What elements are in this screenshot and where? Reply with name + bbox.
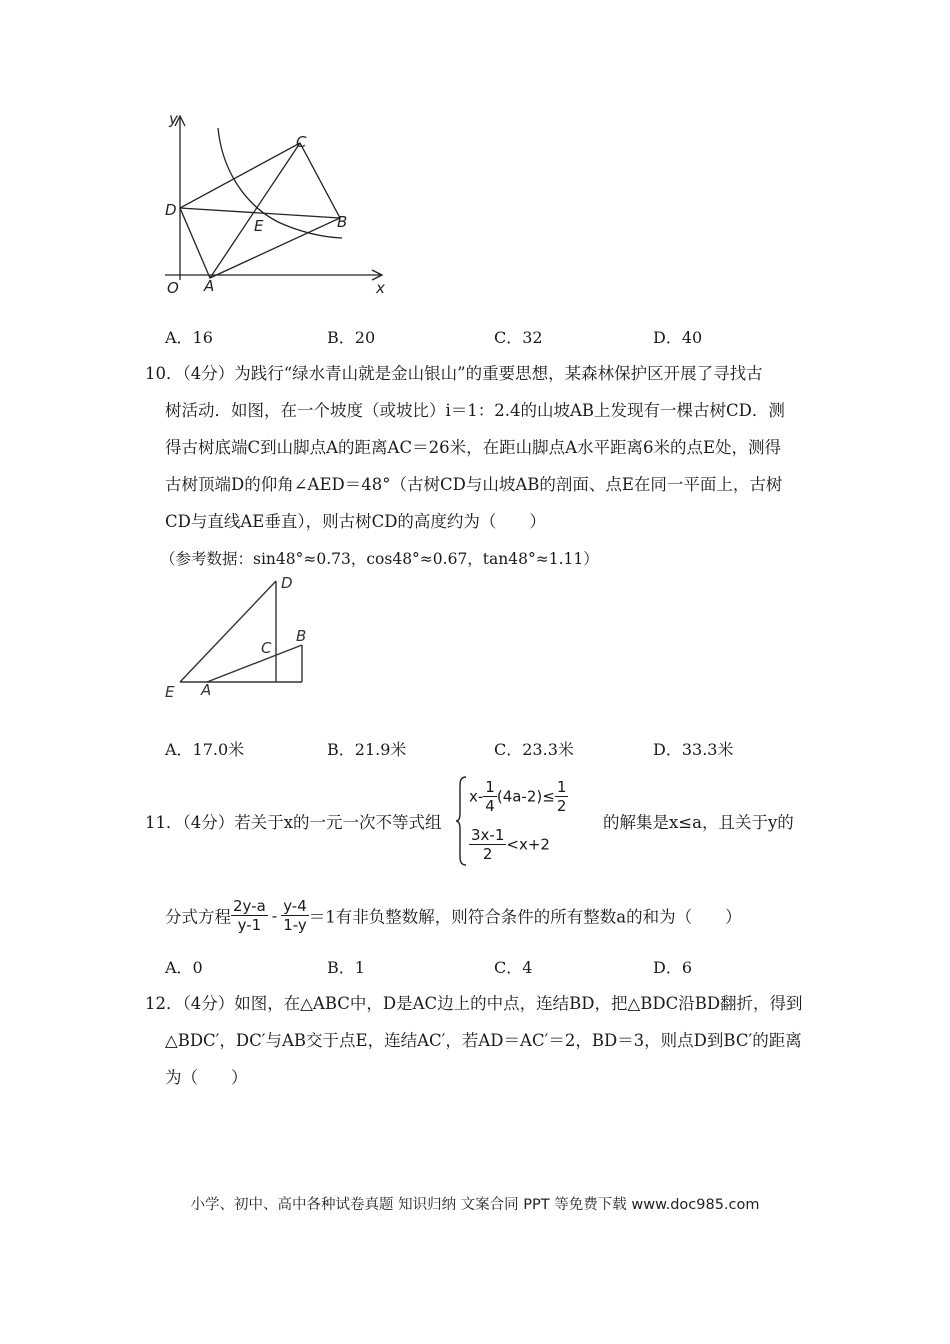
ineq1-rhs-fraction: [555, 778, 569, 815]
q11-inequality-1: [469, 778, 568, 815]
q10-line-3: 得古树底端C到山脚点A的距离AC＝26米，在距山脚点A水平距离6米的点E处，测得: [165, 438, 782, 457]
q9-option-c: C．32: [494, 328, 543, 347]
eq-frac1-den: y-1: [237, 916, 262, 934]
label-D: D: [281, 574, 293, 592]
eq-frac2-num: y-4: [283, 897, 307, 915]
q9-option-d: D．40: [653, 328, 703, 347]
label-C: C: [296, 133, 307, 151]
q10-figure: [160, 573, 320, 703]
eq-minus: -: [271, 906, 278, 925]
label-D: D: [165, 201, 177, 219]
label-y: y: [169, 110, 178, 128]
q10-line-1: 10．（4分）为践行“绿水青山就是金山银山”的重要思想，某森林保护区开展了寻找古: [145, 364, 763, 383]
eq-fraction-1: [231, 897, 268, 934]
q11-option-c: C．4: [494, 958, 533, 977]
q10-option-b: B．21.9米: [327, 740, 407, 759]
q12-line-2: △BDC′，DC′与AB交于点E，连结AC′，若AD＝AC′＝2，BD＝3，则点D到BC′的距离: [165, 1031, 802, 1050]
page-footer: 小学、初中、高中各种试卷真题 知识归纳 文案合同 PPT 等免费下载 www.doc985.com: [190, 1197, 760, 1213]
label-A: A: [204, 277, 215, 295]
q9-option-b: B．20: [327, 328, 376, 347]
q11-suffix: 的解集是x≤a，且关于y的: [603, 813, 794, 832]
q10-reference-data: （参考数据：sin48°≈0.73，cos48°≈0.67，tan48°≈1.11）: [160, 550, 599, 568]
q10-line-4: 古树顶端D的仰角∠AED＝48°（古树CD与山坡AB的剖面、点E在同一平面上，古树: [165, 475, 783, 494]
ineq1-mid: (4a-2)≤: [496, 787, 555, 806]
ineq1-rhs-den: 2: [556, 797, 567, 815]
q11-prefix: 11．（4分）若关于x的一元一次不等式组: [145, 813, 442, 832]
ineq1-frac-den: 4: [485, 797, 495, 815]
ineq2-den: 2: [482, 845, 493, 863]
q10-option-a: A．17.0米: [165, 740, 245, 759]
system-brace: [455, 775, 467, 867]
q9-option-a: A．16: [165, 328, 213, 347]
eq-frac1-num: 2y-a: [233, 897, 266, 915]
q11-line2-suffix: ＝1有非负整数解，则符合条件的所有整数a的和为（ ）: [308, 907, 742, 927]
q12-line-1: 12．（4分）如图，在△ABC中，D是AC边上的中点，连结BD，把△BDC沿BD翻折，得到: [145, 994, 803, 1013]
ineq2-num: 3x-1: [471, 826, 505, 844]
label-E: E: [254, 217, 264, 235]
q11-option-b: B．1: [327, 958, 365, 977]
q12-line-3: 为（ ）: [165, 1068, 248, 1087]
ineq2-fraction: [469, 826, 506, 863]
q11-inequality-2: [469, 826, 550, 863]
q11-option-a: A．0: [165, 958, 203, 977]
q10-line-2: 树活动．如图，在一个坡度（或坡比）i＝1：2.4的山坡AB上发现有一棵古树CD．测: [165, 401, 785, 420]
q11-line-2: [165, 897, 742, 934]
hyperbola-curve: [218, 128, 342, 238]
eq-fraction-2: [281, 897, 309, 934]
q9-figure: [160, 110, 395, 300]
eq-frac2-den: 1-y: [283, 916, 307, 934]
ineq1-fraction: [483, 778, 497, 815]
label-B: B: [337, 213, 348, 231]
q10-line-5: CD与直线AE垂直），则古树CD的高度约为（ ）: [165, 512, 546, 531]
q11-option-d: D．6: [653, 958, 693, 977]
label-C: C: [261, 639, 272, 657]
label-E: E: [165, 683, 175, 701]
q10-option-d: D．33.3米: [653, 740, 734, 759]
q11-line2-prefix: 分式方程: [165, 907, 231, 927]
label-B: B: [296, 627, 307, 645]
label-A: A: [201, 681, 212, 699]
sight-line-ED: [180, 581, 276, 682]
ineq1-frac-num: 1: [485, 778, 495, 796]
ineq1-left: x-: [469, 787, 484, 806]
q10-option-c: C．23.3米: [494, 740, 574, 759]
ineq2-rhs: <x+2: [506, 835, 550, 854]
label-x: x: [376, 279, 385, 297]
ineq1-rhs-num: 1: [556, 778, 567, 796]
label-O: O: [167, 279, 179, 297]
slope-AB: [207, 645, 302, 682]
